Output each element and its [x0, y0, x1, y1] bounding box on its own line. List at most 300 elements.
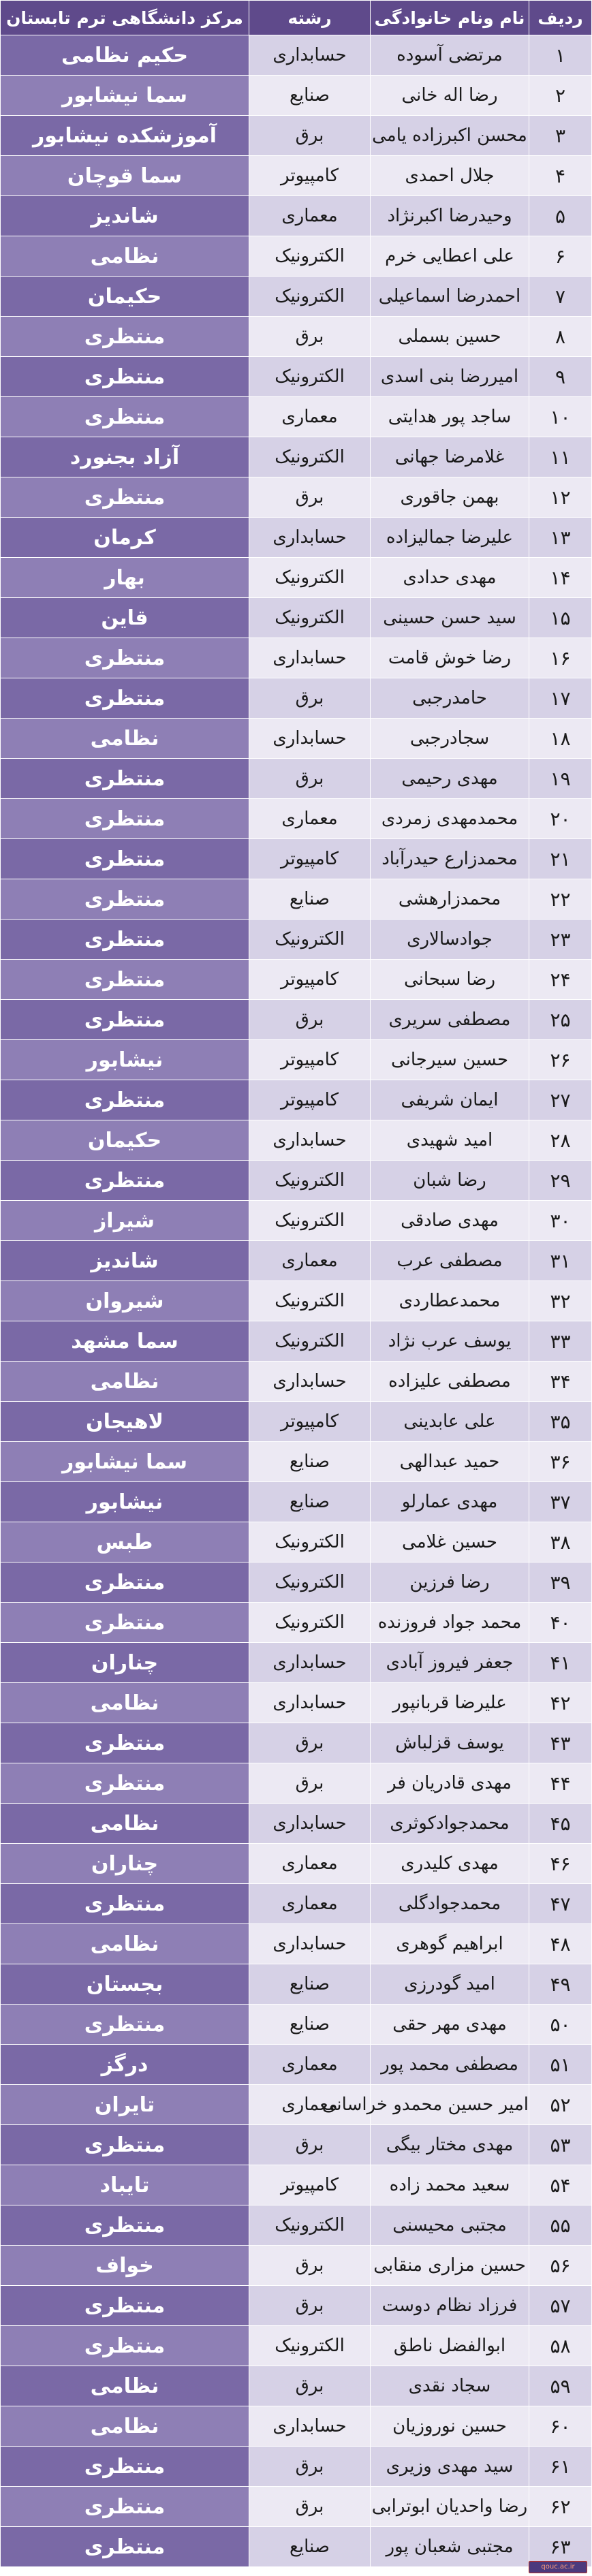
center-cell: سما قوچان [1, 156, 249, 196]
center-cell: منتظری [1, 1000, 249, 1040]
name-cell: مهدی عمارلو [371, 1482, 529, 1522]
table-row [1, 2246, 592, 2286]
field-cell: الکترونیک [249, 2326, 371, 2366]
row-number-cell: ۳۱ [529, 1241, 592, 1281]
name-cell: امیررضا بنی اسدی [371, 357, 529, 397]
field-cell: برق [249, 1763, 371, 1804]
row-number-cell: ۱۱ [529, 437, 592, 477]
name-cell: رضا واحدیان ابوترابی [371, 2487, 529, 2527]
center-cell: آزاد بجنورد [1, 437, 249, 477]
row-number-cell: ۲ [529, 76, 592, 116]
table-row [1, 1482, 592, 1522]
table-row [1, 1603, 592, 1643]
row-number-cell: ۲۳ [529, 920, 592, 960]
table-row [1, 236, 592, 277]
field-cell: برق [249, 2125, 371, 2165]
center-cell: نظامی [1, 236, 249, 277]
row-number-cell: ۴۸ [529, 1924, 592, 1964]
name-cell: مصطفی سریری [371, 1000, 529, 1040]
table-row [1, 2447, 592, 2487]
table-row [1, 317, 592, 357]
center-cell: حکیمان [1, 277, 249, 317]
table-row [1, 2165, 592, 2205]
center-cell: سما نیشابور [1, 1442, 249, 1482]
table-row [1, 1844, 592, 1884]
table-body [1, 35, 592, 2567]
table-row [1, 2085, 592, 2125]
name-cell: وحیدرضا اکبرنژاد [371, 196, 529, 236]
row-number-cell: ۴۴ [529, 1763, 592, 1804]
field-cell: الکترونیک [249, 1562, 371, 1603]
center-cell: نظامی [1, 1362, 249, 1402]
row-number-cell: ۸ [529, 317, 592, 357]
center-cell: منتظری [1, 2286, 249, 2326]
center-cell: منتظری [1, 2527, 249, 2567]
name-cell: احمدرضا اسماعیلی [371, 277, 529, 317]
field-cell: صنایع [249, 2005, 371, 2045]
center-cell: منتظری [1, 1080, 249, 1120]
row-number-cell: ۱۵ [529, 598, 592, 638]
row-number-cell: ۳۶ [529, 1442, 592, 1482]
field-cell: برق [249, 317, 371, 357]
row-number-cell: ۱۶ [529, 638, 592, 678]
center-cell: منتظری [1, 2205, 249, 2246]
name-cell: مهدی مهر حقی [371, 2005, 529, 2045]
name-cell: جوادسالاری [371, 920, 529, 960]
field-cell: الکترونیک [249, 1522, 371, 1562]
table-row [1, 879, 592, 920]
row-number-cell: ۴۵ [529, 1804, 592, 1844]
center-cell: منتظری [1, 397, 249, 437]
center-cell: منتظری [1, 799, 249, 839]
table-row [1, 1763, 592, 1804]
row-number-cell: ۲۱ [529, 839, 592, 879]
field-cell: برق [249, 2487, 371, 2527]
name-cell: محسن اکبرزاده یامی [371, 116, 529, 156]
center-cell: منتظری [1, 638, 249, 678]
table-row [1, 1562, 592, 1603]
field-cell: کامپیوتر [249, 839, 371, 879]
name-cell: محمدجوادکوثری [371, 1804, 529, 1844]
table-row [1, 2487, 592, 2527]
table-row [1, 759, 592, 799]
table-row [1, 598, 592, 638]
center-cell: درگز [1, 2045, 249, 2085]
row-number-cell: ۳۰ [529, 1201, 592, 1241]
row-number-cell: ۳ [529, 116, 592, 156]
field-cell: الکترونیک [249, 1281, 371, 1321]
row-number-cell: ۴۷ [529, 1884, 592, 1924]
field-cell: صنایع [249, 1442, 371, 1482]
row-number-cell: ۶ [529, 236, 592, 277]
field-cell: برق [249, 116, 371, 156]
center-cell: خواف [1, 2246, 249, 2286]
center-cell: کرمان [1, 518, 249, 558]
name-cell: علیرضا جمالیزاده [371, 518, 529, 558]
name-cell: جعفر فیروز آبادی [371, 1643, 529, 1683]
table-row [1, 1804, 592, 1844]
name-cell: امید گودرزی [371, 1964, 529, 2005]
field-cell: حسابداری [249, 1924, 371, 1964]
table-row [1, 1522, 592, 1562]
name-cell: امید شهیدی [371, 1120, 529, 1161]
header-row-no: ردیف [529, 1, 592, 35]
field-cell: صنایع [249, 879, 371, 920]
field-cell: الکترونیک [249, 357, 371, 397]
row-number-cell: ۶۳ [529, 2527, 592, 2567]
name-cell: حسین مزاری منقابی [371, 2246, 529, 2286]
row-number-cell: ۱۸ [529, 719, 592, 759]
center-cell: منتظری [1, 960, 249, 1000]
table-row [1, 2326, 592, 2366]
center-cell: بجستان [1, 1964, 249, 2005]
name-cell: علی اعطایی خرم [371, 236, 529, 277]
name-cell: سجادرجبی [371, 719, 529, 759]
name-cell: مهدی مختار بیگی [371, 2125, 529, 2165]
field-cell: کامپیوتر [249, 1402, 371, 1442]
table-row [1, 1884, 592, 1924]
row-number-cell: ۵۹ [529, 2366, 592, 2406]
field-cell: کامپیوتر [249, 1040, 371, 1080]
center-cell: منتظری [1, 920, 249, 960]
row-number-cell: ۵۶ [529, 2246, 592, 2286]
center-cell: طبس [1, 1522, 249, 1562]
center-cell: قاین [1, 598, 249, 638]
row-number-cell: ۵۳ [529, 2125, 592, 2165]
row-number-cell: ۲۷ [529, 1080, 592, 1120]
row-number-cell: ۷ [529, 277, 592, 317]
table-row [1, 76, 592, 116]
row-number-cell: ۵۱ [529, 2045, 592, 2085]
name-cell: رضا سبحانی [371, 960, 529, 1000]
center-cell: شاندیز [1, 1241, 249, 1281]
center-cell: منتظری [1, 879, 249, 920]
center-cell: سما مشهد [1, 1321, 249, 1362]
center-cell: منتظری [1, 759, 249, 799]
row-number-cell: ۴۶ [529, 1844, 592, 1884]
table-row [1, 558, 592, 598]
table-row [1, 357, 592, 397]
field-cell: حسابداری [249, 1804, 371, 1844]
field-cell: حسابداری [249, 719, 371, 759]
row-number-cell: ۶۱ [529, 2447, 592, 2487]
name-cell: ابراهیم گوهری [371, 1924, 529, 1964]
name-cell: محمدجوادگلی [371, 1884, 529, 1924]
center-cell: منتظری [1, 2487, 249, 2527]
field-cell: الکترونیک [249, 2205, 371, 2246]
row-number-cell: ۳۸ [529, 1522, 592, 1562]
name-cell: مصطفی عرب [371, 1241, 529, 1281]
row-number-cell: ۳۴ [529, 1362, 592, 1402]
row-number-cell: ۲۴ [529, 960, 592, 1000]
field-cell: برق [249, 1000, 371, 1040]
name-cell: علی عابدینی [371, 1402, 529, 1442]
center-cell: منتظری [1, 317, 249, 357]
name-cell: مصطفی علیزاده [371, 1362, 529, 1402]
name-cell: مهدی رحیمی [371, 759, 529, 799]
field-cell: حسابداری [249, 1362, 371, 1402]
table-row [1, 196, 592, 236]
center-cell: منتظری [1, 357, 249, 397]
center-cell: نیشابور [1, 1040, 249, 1080]
name-cell: سعید محمد زاده [371, 2165, 529, 2205]
table-row [1, 1442, 592, 1482]
row-number-cell: ۶۰ [529, 2406, 592, 2447]
center-cell: نظامی [1, 1683, 249, 1723]
field-cell: صنایع [249, 1482, 371, 1522]
name-cell: رضا خوش قامت [371, 638, 529, 678]
center-cell: حکیم نظامی [1, 35, 249, 76]
name-cell: یوسف عرب نژاد [371, 1321, 529, 1362]
center-cell: منتظری [1, 1723, 249, 1763]
field-cell: الکترونیک [249, 277, 371, 317]
row-number-cell: ۵۴ [529, 2165, 592, 2205]
center-cell: نظامی [1, 2366, 249, 2406]
center-cell: چناران [1, 1643, 249, 1683]
table-row [1, 35, 592, 76]
row-number-cell: ۳۲ [529, 1281, 592, 1321]
center-cell: منتظری [1, 1603, 249, 1643]
row-number-cell: ۵۷ [529, 2286, 592, 2326]
field-cell: الکترونیک [249, 1603, 371, 1643]
table-row [1, 719, 592, 759]
row-number-cell: ۴۲ [529, 1683, 592, 1723]
name-cell: حامدرجبی [371, 678, 529, 719]
field-cell: کامپیوتر [249, 156, 371, 196]
name-cell: حمید عبدالهی [371, 1442, 529, 1482]
center-cell: منتظری [1, 678, 249, 719]
field-cell: معماری [249, 1844, 371, 1884]
center-cell: منتظری [1, 1562, 249, 1603]
table-row [1, 1000, 592, 1040]
name-cell: ابوالفضل ناطق [371, 2326, 529, 2366]
row-number-cell: ۱۰ [529, 397, 592, 437]
name-cell: مهدی کلیدری [371, 1844, 529, 1884]
table-row [1, 1120, 592, 1161]
field-cell: معماری [249, 196, 371, 236]
center-cell: منتظری [1, 2447, 249, 2487]
center-cell: نظامی [1, 2406, 249, 2447]
header-row [1, 1, 592, 35]
row-number-cell: ۲۲ [529, 879, 592, 920]
row-number-cell: ۵۰ [529, 2005, 592, 2045]
table-row [1, 678, 592, 719]
field-cell: حسابداری [249, 1120, 371, 1161]
row-number-cell: ۶۲ [529, 2487, 592, 2527]
name-cell: مهدی قادریان فر [371, 1763, 529, 1804]
watermark-text: qouc.ac.ir [541, 2563, 575, 2571]
row-number-cell: ۴۹ [529, 1964, 592, 2005]
table-row [1, 2366, 592, 2406]
table-row [1, 1080, 592, 1120]
field-cell: صنایع [249, 76, 371, 116]
name-cell: بهمن جاقوری [371, 477, 529, 518]
center-cell: منتظری [1, 477, 249, 518]
row-number-cell: ۲۶ [529, 1040, 592, 1080]
table-row [1, 2205, 592, 2246]
center-cell: حکیمان [1, 1120, 249, 1161]
field-cell: کامپیوتر [249, 1080, 371, 1120]
row-number-cell: ۳۳ [529, 1321, 592, 1362]
center-cell: سما نیشابور [1, 76, 249, 116]
field-cell: معماری [249, 1884, 371, 1924]
name-cell: محمدزارع حیدرآباد [371, 839, 529, 879]
name-cell: محمدمهدی زمردی [371, 799, 529, 839]
center-cell: شیراز [1, 1201, 249, 1241]
table-row [1, 1161, 592, 1201]
center-cell: شاندیز [1, 196, 249, 236]
field-cell: برق [249, 2246, 371, 2286]
center-cell: شیروان [1, 1281, 249, 1321]
field-cell: الکترونیک [249, 558, 371, 598]
row-number-cell: ۵۵ [529, 2205, 592, 2246]
field-cell: برق [249, 1723, 371, 1763]
name-cell: مهدی صادقی [371, 1201, 529, 1241]
name-cell: مرتضی آسوده [371, 35, 529, 76]
table-row [1, 2045, 592, 2085]
table-row [1, 920, 592, 960]
row-number-cell: ۳۹ [529, 1562, 592, 1603]
center-cell: تایباد [1, 2165, 249, 2205]
name-cell: سجاد نقدی [371, 2366, 529, 2406]
table-row [1, 839, 592, 879]
row-number-cell: ۱۷ [529, 678, 592, 719]
table-row [1, 1040, 592, 1080]
table-row [1, 1723, 592, 1763]
row-number-cell: ۴۱ [529, 1643, 592, 1683]
table-row [1, 638, 592, 678]
name-cell: محمد جواد فروزنده [371, 1603, 529, 1643]
name-cell: حسین غلامی [371, 1522, 529, 1562]
table-row [1, 397, 592, 437]
table-row [1, 2125, 592, 2165]
field-cell: الکترونیک [249, 1161, 371, 1201]
name-cell: محمدزارهشی [371, 879, 529, 920]
name-cell: جلال احمدی [371, 156, 529, 196]
field-cell: الکترونیک [249, 437, 371, 477]
field-cell: معماری [249, 2085, 371, 2125]
row-number-cell: ۴۰ [529, 1603, 592, 1643]
center-cell: نیشابور [1, 1482, 249, 1522]
table-row [1, 116, 592, 156]
name-cell: رضا فرزین [371, 1562, 529, 1603]
table-row [1, 2527, 592, 2567]
center-cell: چناران [1, 1844, 249, 1884]
name-cell: امیر حسین محمدو خراسانی [371, 2085, 529, 2125]
center-cell: منتظری [1, 839, 249, 879]
table-row [1, 1683, 592, 1723]
table-row [1, 156, 592, 196]
table-row [1, 1402, 592, 1442]
field-cell: الکترونیک [249, 598, 371, 638]
name-cell: رضا شبان [371, 1161, 529, 1201]
field-cell: برق [249, 477, 371, 518]
center-cell: نظامی [1, 1804, 249, 1844]
row-number-cell: ۵۲ [529, 2085, 592, 2125]
table-row [1, 2005, 592, 2045]
table-row [1, 477, 592, 518]
field-cell: برق [249, 759, 371, 799]
table-row [1, 1281, 592, 1321]
row-number-cell: ۵ [529, 196, 592, 236]
field-cell: حسابداری [249, 1683, 371, 1723]
field-cell: معماری [249, 799, 371, 839]
site-watermark-logo [529, 2561, 587, 2573]
field-cell: حسابداری [249, 1643, 371, 1683]
row-number-cell: ۵۸ [529, 2326, 592, 2366]
center-cell: منتظری [1, 1884, 249, 1924]
name-cell: ایمان شریفی [371, 1080, 529, 1120]
center-cell: منتظری [1, 1763, 249, 1804]
field-cell: حسابداری [249, 518, 371, 558]
field-cell: برق [249, 2286, 371, 2326]
field-cell: معماری [249, 397, 371, 437]
name-cell: حسین نوروزیان [371, 2406, 529, 2447]
header-center: مرکز دانشگاهی ترم تابستان [1, 1, 249, 35]
table-row [1, 518, 592, 558]
field-cell: الکترونیک [249, 1201, 371, 1241]
center-cell: نظامی [1, 1924, 249, 1964]
table-row [1, 1201, 592, 1241]
field-cell: حسابداری [249, 35, 371, 76]
center-cell: آموزشکده نیشابور [1, 116, 249, 156]
name-cell: فرزاد نظام دوست [371, 2286, 529, 2326]
name-cell: مصطفی محمد پور [371, 2045, 529, 2085]
table-row [1, 799, 592, 839]
field-cell: کامپیوتر [249, 960, 371, 1000]
name-cell: یوسف قزلباش [371, 1723, 529, 1763]
field-cell: صنایع [249, 2527, 371, 2567]
header-field: رشته [249, 1, 371, 35]
field-cell: کامپیوتر [249, 2165, 371, 2205]
table-row [1, 277, 592, 317]
field-cell: الکترونیک [249, 920, 371, 960]
field-cell: الکترونیک [249, 236, 371, 277]
row-number-cell: ۲۵ [529, 1000, 592, 1040]
table-row [1, 960, 592, 1000]
row-number-cell: ۴۳ [529, 1723, 592, 1763]
center-cell: منتظری [1, 1161, 249, 1201]
row-number-cell: ۴ [529, 156, 592, 196]
table-row [1, 1362, 592, 1402]
field-cell: معماری [249, 2045, 371, 2085]
table-row [1, 1964, 592, 2005]
name-cell: ساجد پور هدایتی [371, 397, 529, 437]
name-cell: حسین بسملی [371, 317, 529, 357]
row-number-cell: ۱۲ [529, 477, 592, 518]
name-cell: مجتبی شعبان پور [371, 2527, 529, 2567]
center-cell: منتظری [1, 2326, 249, 2366]
table-row [1, 1643, 592, 1683]
field-cell: معماری [249, 1241, 371, 1281]
name-cell: غلامرضا جهانی [371, 437, 529, 477]
field-cell: برق [249, 2447, 371, 2487]
name-cell: رضا اله خانی [371, 76, 529, 116]
table-row [1, 2406, 592, 2447]
center-cell: تایران [1, 2085, 249, 2125]
center-cell: نظامی [1, 719, 249, 759]
name-cell: سید حسن حسینی [371, 598, 529, 638]
table-row [1, 1321, 592, 1362]
row-number-cell: ۱۳ [529, 518, 592, 558]
row-number-cell: ۱۴ [529, 558, 592, 598]
field-cell: برق [249, 678, 371, 719]
table-row [1, 2286, 592, 2326]
center-cell: لاهیجان [1, 1402, 249, 1442]
center-cell: بهار [1, 558, 249, 598]
table-row [1, 1241, 592, 1281]
row-number-cell: ۲۸ [529, 1120, 592, 1161]
